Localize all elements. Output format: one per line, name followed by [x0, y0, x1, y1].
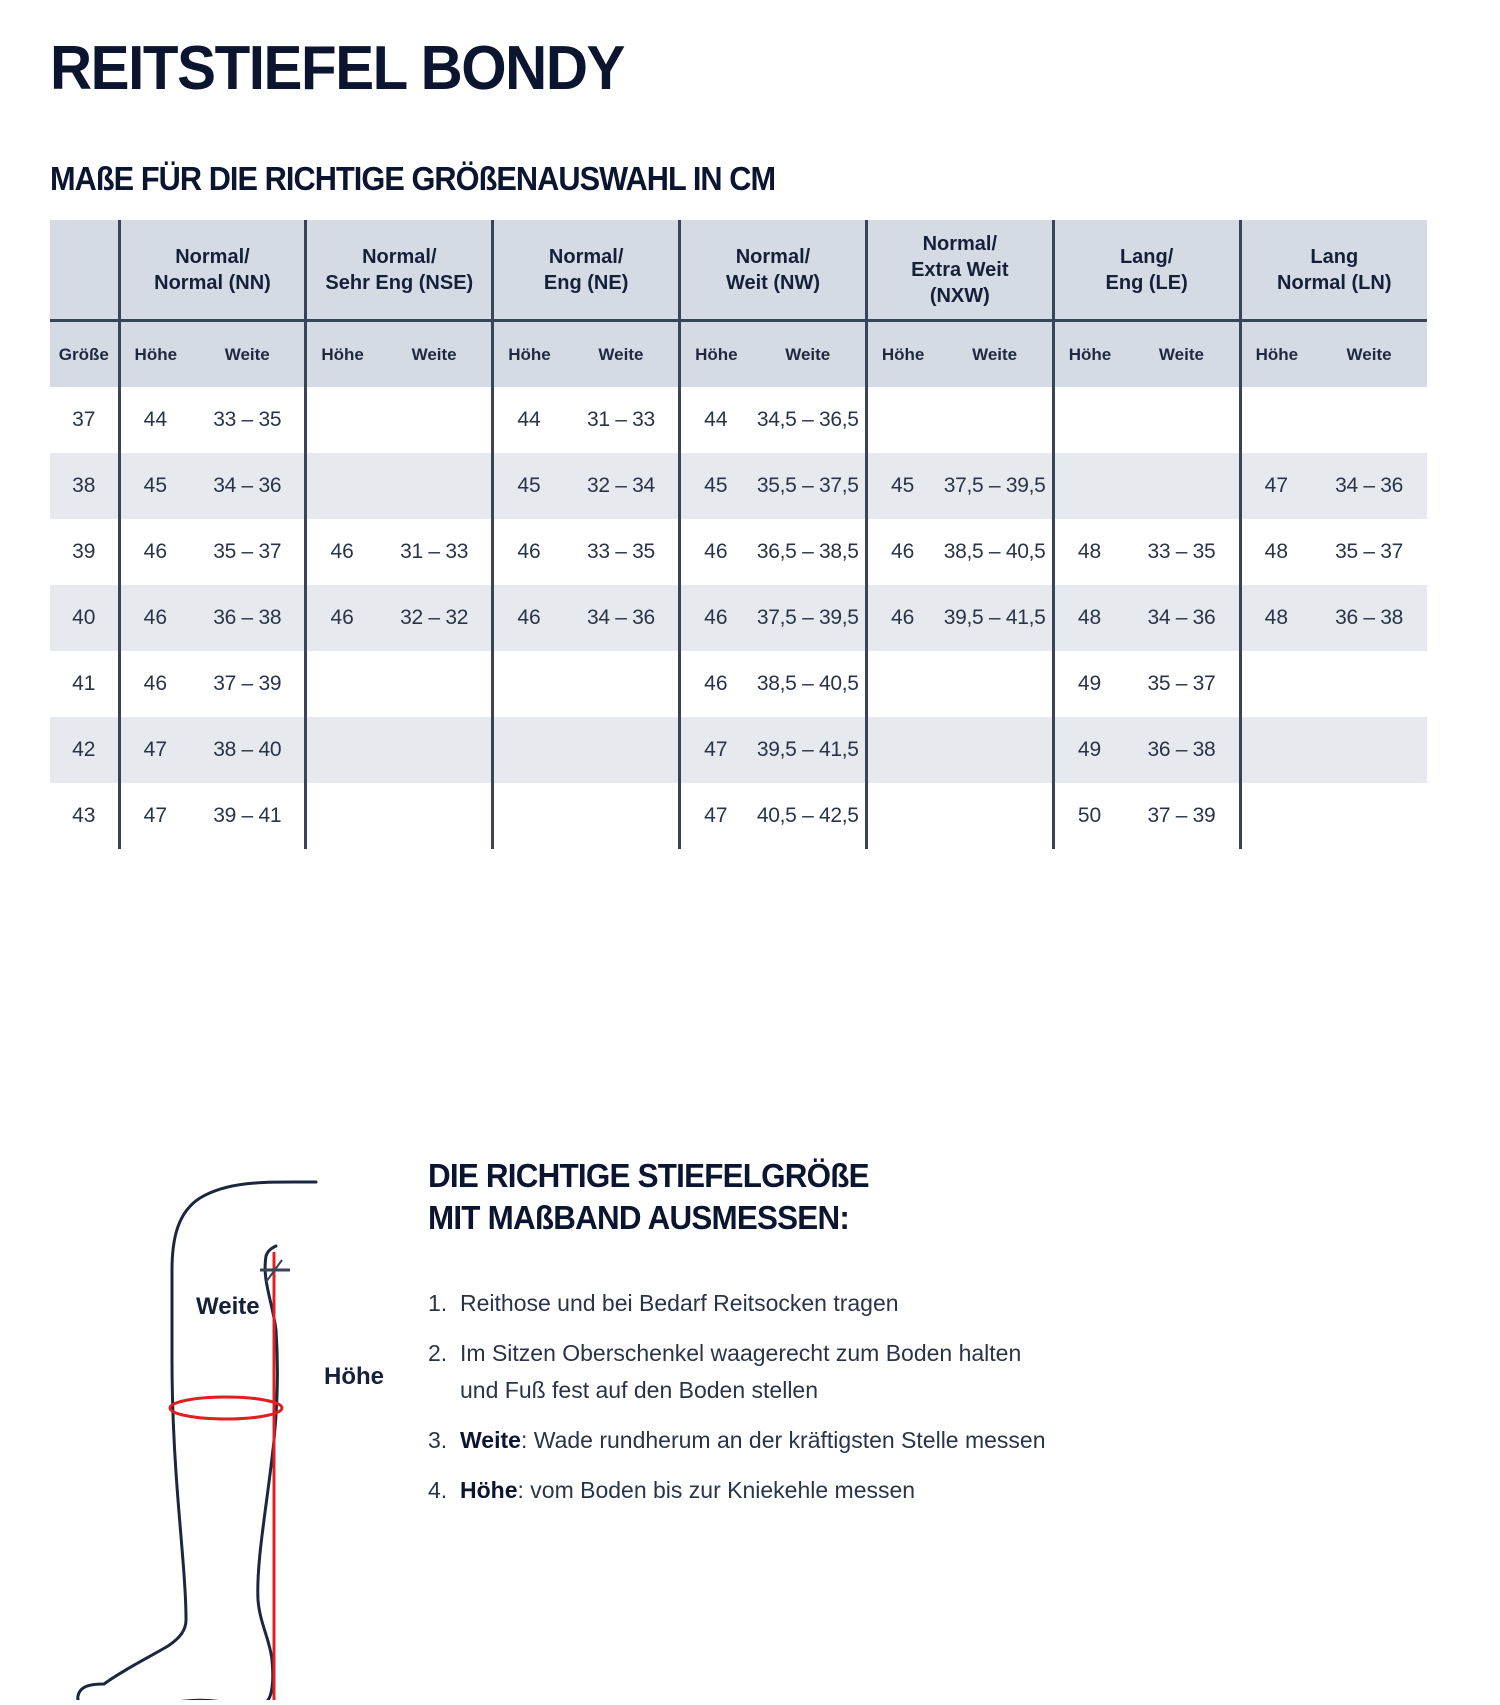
- height-cell: [493, 651, 564, 717]
- size-table-body: [50, 387, 1427, 849]
- height-cell: 48: [1240, 519, 1311, 585]
- group-header-nw: Normal/ Weit (NW): [680, 220, 867, 321]
- height-cell: 48: [1240, 585, 1311, 651]
- instructions-heading: DIE RICHTIGE STIEFELGRÖßE MIT MAßBAND AUSMESSEN:: [428, 1157, 869, 1236]
- height-cell: 45: [866, 453, 937, 519]
- width-cell: [377, 651, 493, 717]
- height-header: Höhe: [1240, 321, 1311, 388]
- width-cell: 39,5 – 41,5: [751, 717, 867, 783]
- width-header: Weite: [1124, 321, 1240, 388]
- width-cell: [937, 783, 1053, 849]
- group-header-ne: Normal/ Eng (NE): [493, 220, 680, 321]
- size-chart-table: [50, 220, 1427, 849]
- height-cell: [1240, 387, 1311, 453]
- height-cell: [306, 651, 377, 717]
- height-cell: [1240, 783, 1311, 849]
- width-cell: [937, 717, 1053, 783]
- height-cell: 44: [680, 387, 751, 453]
- height-header: Höhe: [119, 321, 190, 388]
- width-cell: [937, 651, 1053, 717]
- height-cell: 46: [306, 519, 377, 585]
- sub-header-row: [50, 321, 1427, 388]
- group-header-ln: Lang Normal (LN): [1240, 220, 1427, 321]
- height-cell: 47: [119, 783, 190, 849]
- size-cell: 43: [72, 804, 96, 827]
- width-cell: 40,5 – 42,5: [756, 804, 859, 827]
- size-cell: 41: [72, 672, 96, 695]
- width-cell: 32 – 32: [377, 585, 493, 651]
- width-cell: [1311, 783, 1427, 849]
- width-cell: [377, 783, 493, 849]
- instruction-step: 4. Höhe: vom Boden bis zur Kniekehle messen: [428, 1477, 916, 1503]
- width-cell: 34 – 36: [1124, 585, 1240, 651]
- height-cell: 46: [493, 585, 564, 651]
- height-header: Höhe: [1053, 321, 1124, 388]
- width-cell: 31 – 33: [400, 540, 469, 563]
- height-cell: [866, 651, 937, 717]
- boot-leg-icon: [40, 1160, 400, 1700]
- table-row: [50, 453, 1427, 519]
- height-cell: 45: [493, 453, 564, 519]
- width-cell: [937, 387, 1053, 453]
- boot-measurement-diagram: [40, 1160, 400, 1700]
- width-cell: 38,5 – 40,5: [756, 672, 859, 695]
- width-cell: 36,5 – 38,5: [756, 540, 859, 563]
- width-cell: 37,5 – 39,5: [937, 453, 1053, 519]
- width-cell: 35 – 37: [1147, 672, 1216, 695]
- width-cell: 37,5 – 39,5: [751, 585, 867, 651]
- width-cell: 32 – 34: [564, 453, 680, 519]
- instruction-step: 1. Reithose und bei Bedarf Reitsocken tragen: [428, 1290, 899, 1316]
- height-cell: [866, 387, 937, 453]
- width-cell: [1124, 453, 1240, 519]
- size-header: Größe: [50, 321, 119, 388]
- width-cell: 39,5 – 41,5: [937, 585, 1053, 651]
- width-cell: 35,5 – 37,5: [751, 453, 867, 519]
- width-cell: [377, 717, 493, 783]
- height-cell: [1240, 651, 1311, 717]
- table-row: [50, 519, 1427, 585]
- height-cell: 46: [119, 585, 190, 651]
- group-header-nxw: Normal/ Extra Weit (NXW): [866, 220, 1053, 321]
- height-cell: 46: [866, 519, 937, 585]
- size-cell: 37: [72, 408, 96, 431]
- measuring-instructions: [428, 1155, 1048, 1522]
- height-cell: [306, 717, 377, 783]
- table-row: [50, 651, 1427, 717]
- width-cell: 33 – 35: [1147, 540, 1216, 563]
- height-header: Höhe: [680, 321, 751, 388]
- height-cell: 46: [493, 519, 564, 585]
- size-cell: 40: [50, 585, 119, 651]
- size-cell: 39: [72, 540, 96, 563]
- height-cell: [493, 717, 564, 783]
- height-cell: [306, 453, 377, 519]
- width-cell: 38,5 – 40,5: [943, 540, 1046, 563]
- width-cell: 34 – 36: [1311, 453, 1427, 519]
- width-cell: 36 – 38: [190, 585, 306, 651]
- height-cell: [493, 783, 564, 849]
- group-header-nse: Normal/ Sehr Eng (NSE): [306, 220, 493, 321]
- height-cell: [306, 387, 377, 453]
- weite-label: Weite: [196, 1293, 260, 1320]
- width-cell: 33 – 35: [213, 408, 282, 431]
- height-cell: [866, 783, 937, 849]
- height-cell: 45: [680, 453, 751, 519]
- group-header-le: Lang/ Eng (LE): [1053, 220, 1240, 321]
- instruction-step: 2. Im Sitzen Oberschenkel waagerecht zum Boden halten und Fuß fest auf den Boden stellen: [428, 1340, 1022, 1403]
- table-row: [50, 783, 1427, 849]
- width-cell: [564, 783, 680, 849]
- width-cell: [1311, 717, 1427, 783]
- height-header: Höhe: [306, 321, 377, 388]
- height-cell: 49: [1053, 651, 1124, 717]
- width-cell: 35 – 37: [1335, 540, 1404, 563]
- width-header: Weite: [190, 321, 306, 388]
- width-cell: 33 – 35: [586, 540, 655, 563]
- instruction-step: 3. Weite: Wade rundherum an der kräftigsten Stelle messen: [428, 1427, 1046, 1453]
- height-header: Höhe: [493, 321, 564, 388]
- height-cell: 44: [493, 387, 564, 453]
- width-cell: [377, 453, 493, 519]
- width-cell: [377, 387, 493, 453]
- table-subtitle: MAßE FÜR DIE RICHTIGE GRÖßENAUSWAHL IN CM: [50, 160, 776, 197]
- height-cell: [306, 783, 377, 849]
- width-header: Weite: [1311, 321, 1427, 388]
- size-cell: 42: [50, 717, 119, 783]
- instructions-list: [428, 1285, 1048, 1509]
- corner-cell: [50, 220, 119, 321]
- height-cell: 45: [119, 453, 190, 519]
- table-row: [50, 585, 1427, 651]
- height-cell: 44: [119, 387, 190, 453]
- width-cell: 31 – 33: [586, 408, 655, 431]
- width-cell: 34 – 36: [190, 453, 306, 519]
- table-row: [50, 387, 1427, 453]
- height-cell: 50: [1053, 783, 1124, 849]
- width-cell: [1311, 387, 1427, 453]
- width-header: Weite: [377, 321, 493, 388]
- width-cell: 38 – 40: [190, 717, 306, 783]
- width-cell: [1124, 387, 1240, 453]
- height-cell: 49: [1053, 717, 1124, 783]
- group-header-nn: Normal/ Normal (NN): [119, 220, 306, 321]
- height-cell: [1053, 453, 1124, 519]
- height-cell: 46: [119, 519, 190, 585]
- height-cell: 46: [680, 651, 751, 717]
- width-cell: 36 – 38: [1124, 717, 1240, 783]
- height-cell: 47: [680, 783, 751, 849]
- height-cell: 46: [680, 585, 751, 651]
- width-cell: 35 – 37: [213, 540, 282, 563]
- height-cell: [866, 717, 937, 783]
- height-cell: [1053, 387, 1124, 453]
- page-title: REITSTIEFEL BONDY: [50, 34, 625, 103]
- height-cell: 46: [680, 519, 751, 585]
- height-header: Höhe: [866, 321, 937, 388]
- width-cell: [564, 717, 680, 783]
- width-cell: [1311, 651, 1427, 717]
- width-header: Weite: [937, 321, 1053, 388]
- width-cell: 34,5 – 36,5: [756, 408, 859, 431]
- width-cell: 37 – 39: [213, 672, 282, 695]
- width-cell: 36 – 38: [1311, 585, 1427, 651]
- height-cell: 46: [866, 585, 937, 651]
- width-cell: 39 – 41: [213, 804, 282, 827]
- height-cell: 47: [1240, 453, 1311, 519]
- height-cell: [1240, 717, 1311, 783]
- table-row: [50, 717, 1427, 783]
- height-cell: 47: [680, 717, 751, 783]
- width-cell: 37 – 39: [1147, 804, 1216, 827]
- width-header: Weite: [564, 321, 680, 388]
- height-cell: 48: [1053, 585, 1124, 651]
- width-header: Weite: [751, 321, 867, 388]
- width-cell: 34 – 36: [564, 585, 680, 651]
- height-cell: 46: [306, 585, 377, 651]
- height-cell: 46: [119, 651, 190, 717]
- width-cell: [564, 651, 680, 717]
- height-cell: 48: [1053, 519, 1124, 585]
- size-cell: 38: [50, 453, 119, 519]
- group-header-row: [50, 220, 1427, 321]
- height-cell: 47: [119, 717, 190, 783]
- hoehe-label: Höhe: [324, 1363, 384, 1390]
